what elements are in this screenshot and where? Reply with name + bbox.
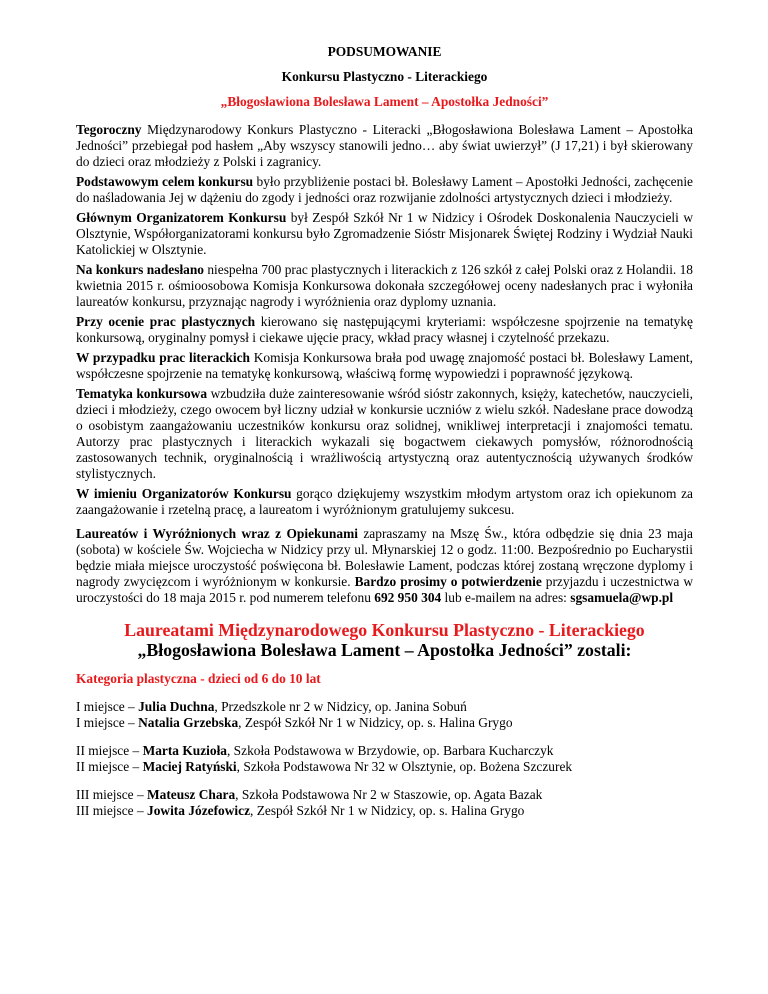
- paragraph: Przy ocenie prac plastycznych kierowano się następującymi kryteriami: współczesne spojrzenie na tematykę konkursową, oryginalny pomysł i ciekawe ujęcie pracy, wkład pracy własnej i czytelność przekazu.: [76, 314, 693, 345]
- paragraph: Tematyka konkursowa wzbudziła duże zainteresowanie wśród sióstr zakonnych, księży, katechetów, nauczycieli, dzieci i młodzieży, czego owocem był liczny udział w konkursie uczniów z wielu szkół. Nadesłane prace dowodzą o osobistym zaangażowaniu uczestników konkursu oraz solidnej, wnikliwej interpretacji i znajomości tematu. Autorzy prac plastycznych i literackich wykazali się bogactwem ciekawych pomysłów, różnorodnością zastosowanych technik, oryginalnością i wrażliwością artystyczną oraz autentycznością używanych środków stylistycznych.: [76, 386, 693, 481]
- list-item: II miejsce – Marta Kuzioła, Szkoła Podstawowa w Brzydowie, op. Barbara Kucharczyk: [76, 743, 554, 758]
- document-subtitle: Konkursu Plastyczno - Literackiego: [281, 69, 488, 84]
- paragraph: Tegoroczny Międzynarodowy Konkurs Plastyczno - Literacki „Błogosławiona Bolesława Lament – Apostołka Jedności” przebiegał pod hasłem „Aby wszyscy stanowili jedno… aby świat uwierzył” (J 17,21) i był skierowany do dzieci oraz młodzieży z Polski i zagranicy.: [76, 122, 693, 169]
- phone-number: 692 950 304: [374, 590, 442, 605]
- laureates-title: Laureatami Międzynarodowego Konkursu Plastyczno - Literackiego: [124, 620, 645, 640]
- email-address: sgsamuela@wp.pl: [570, 590, 674, 605]
- place-group-second: [76, 743, 693, 775]
- list-item: III miejsce – Mateusz Chara, Szkoła Podstawowa Nr 2 w Staszowie, op. Agata Bazak: [76, 787, 543, 802]
- document-title: PODSUMOWANIE: [327, 44, 442, 59]
- list-item: III miejsce – Jowita Józefowicz, Zespół Szkół Nr 1 w Nidzicy, op. s. Halina Grygo: [76, 803, 525, 818]
- place-group-third: [76, 787, 693, 819]
- list-item: I miejsce – Julia Duchna, Przedszkole nr 2 w Nidzicy, op. Janina Sobuń: [76, 699, 467, 714]
- category-heading: Kategoria plastyczna - dzieci od 6 do 10 lat: [76, 671, 321, 686]
- paragraph: Podstawowym celem konkursu było przybliżenie postaci bł. Bolesławy Lament – Apostołki Jedności, zachęcenie do naśladowania Jej w dążeniu do zgody i jedności oraz rozwijanie zdolności artystycznych dzieci i młodzieży.: [76, 174, 693, 205]
- contest-name: „Błogosławiona Bolesława Lament – Apostołka Jedności”: [220, 94, 549, 109]
- laureates-subtitle: „Błogosławiona Bolesława Lament – Apostołka Jedności” zostali:: [137, 640, 632, 660]
- list-item: II miejsce – Maciej Ratyński, Szkoła Podstawowa Nr 32 w Olsztynie, op. Bożena Szczurek: [76, 759, 573, 774]
- paragraph: W imieniu Organizatorów Konkursu gorąco dziękujemy wszystkim młodym artystom oraz ich opiekunom za zaangażowanie i rzetelną pracę, a laureatom i wyróżnionym gratulujemy sukcesu.: [76, 486, 693, 517]
- list-item: I miejsce – Natalia Grzebska, Zespół Szkół Nr 1 w Nidzicy, op. s. Halina Grygo: [76, 715, 513, 730]
- paragraph: W przypadku prac literackich Komisja Konkursowa brała pod uwagę znajomość postaci bł. Bolesławy Lament, współczesne spojrzenie na tematykę konkursową, właściwą formę wypowiedzi i poprawność językową.: [76, 350, 694, 381]
- document-page: [76, 44, 693, 831]
- paragraph: Na konkurs nadesłano niespełna 700 prac plastycznych i literackich z 126 szkół z całej Polski oraz z Holandii. 18 kwietnia 2015 r. ośmioosobowa Komisja Konkursowa dokonała szczegółowej oceny nadesłanych prac i wyłoniła laureatów konkursu, przyznając nagrody i wyróżnienia oraz dyplomy uznania.: [76, 262, 693, 309]
- place-group-first: [76, 699, 693, 731]
- invitation-paragraph: Laureatów i Wyróżnionych wraz z Opiekunami zapraszamy na Mszę Św., która odbędzie się dnia 23 maja (sobota) w kościele Św. Wojciecha w Nidzicy przy ul. Młynarskiej 12 o godz. 11:00. Bezpośrednio po Eucharystii będzie miała miejsce uroczystość poświęcona bł. Bolesławie Lament, podczas której zostaną wręczone dyplomy i nagrody zwycięzcom i wyróżnionym w konkursie. Bardzo prosimy o potwierdzenie przyjazdu i uczestnictwa w uroczystości do 18 maja 2015 r. pod numerem telefonu 692 950 304 lub e-mailem na adres: sgsamuela@wp.pl: [76, 526, 693, 605]
- paragraph: Głównym Organizatorem Konkursu był Zespół Szkół Nr 1 w Nidzicy i Ośrodek Doskonalenia Nauczycieli w Olsztynie, Współorganizatorami konkursu było Zgromadzenie Sióstr Misjonarek Świętej Rodziny i Wydział Nauki Katolickiej w Olsztynie.: [76, 210, 693, 257]
